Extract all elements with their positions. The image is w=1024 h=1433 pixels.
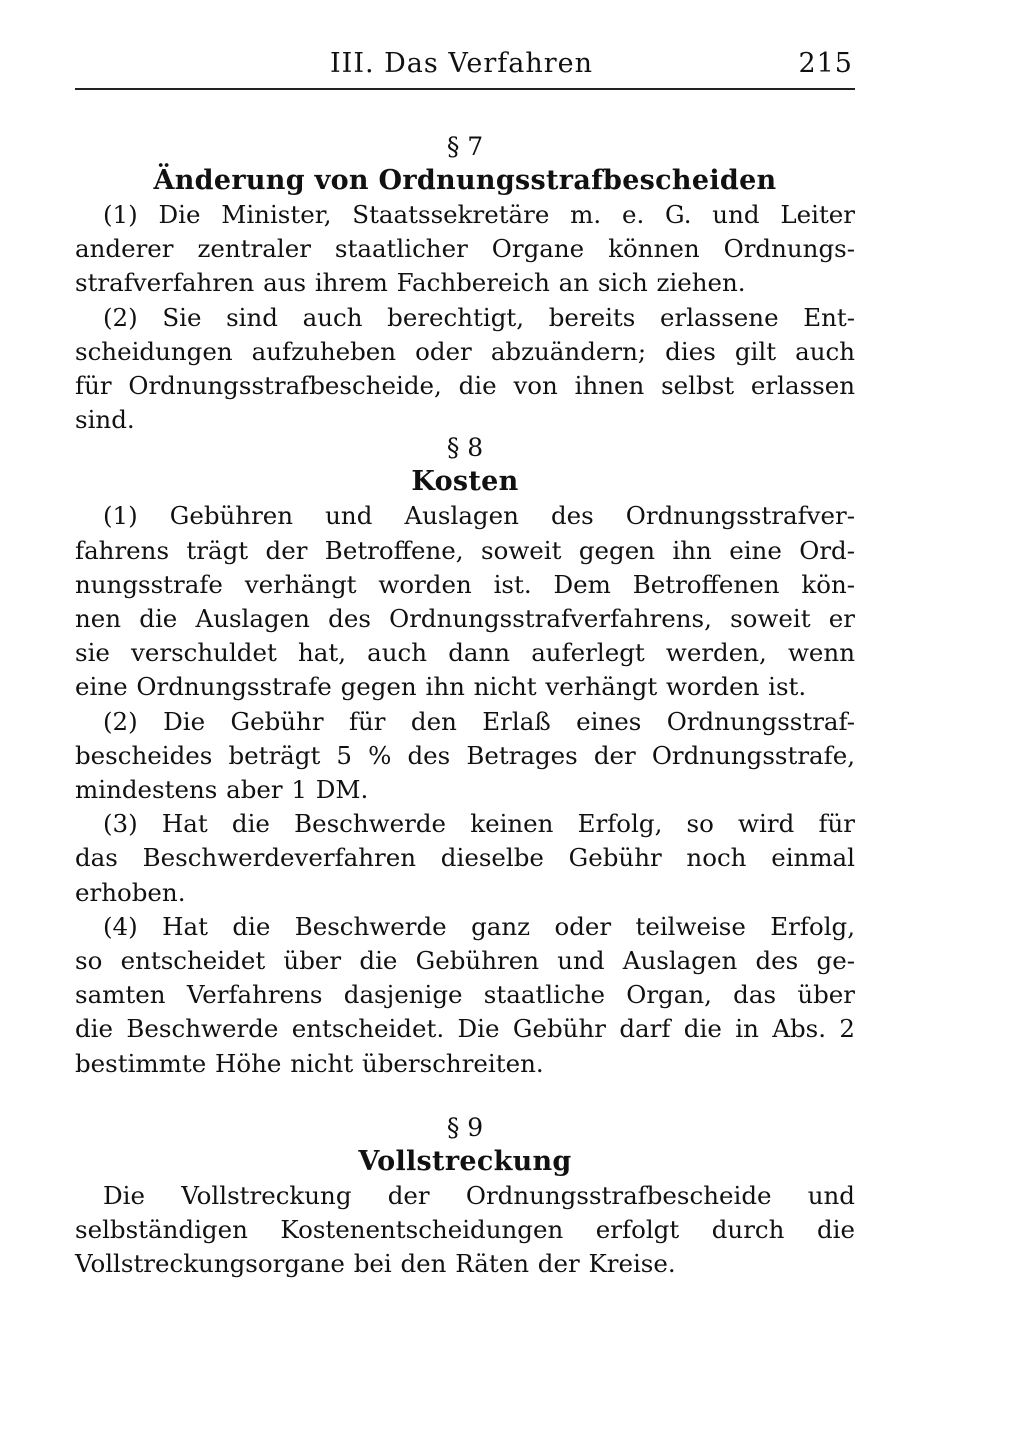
book-page bbox=[75, 40, 855, 1281]
text-line: (1) Gebühren und Auslagen des Ordnungsstrafver- bbox=[103, 501, 855, 531]
paragraph bbox=[75, 807, 855, 910]
text-line: erhoben. bbox=[75, 877, 186, 907]
text-line: eine Ordnungsstrafe gegen ihn nicht verhängt worden ist. bbox=[75, 672, 807, 702]
text-line: fahrens trägt der Betroffene, soweit gegen ihn eine Ord- bbox=[75, 535, 855, 565]
paragraph bbox=[75, 301, 855, 438]
text-line: (1) Die Minister, Staatssekretäre m. e. G. und Leiter bbox=[103, 200, 855, 229]
page-number: 215 bbox=[798, 48, 853, 79]
text-line: die Beschwerde entscheidet. Die Gebühr darf die in Abs. 2 bbox=[75, 1014, 855, 1044]
paragraph bbox=[75, 499, 855, 704]
section-heading: Änderung von Ordnungsstrafbescheiden bbox=[153, 165, 777, 196]
header-rule bbox=[75, 88, 855, 90]
paragraph bbox=[75, 1179, 855, 1282]
text-line: Vollstreckungsorgane bei den Räten der Kreise. bbox=[75, 1249, 676, 1279]
text-line: sie verschuldet hat, auch dann auferlegt werden, wenn bbox=[75, 638, 855, 668]
section-9 bbox=[75, 1111, 855, 1282]
text-line: bescheides beträgt 5 % des Betrages der Ordnungsstrafe, bbox=[75, 740, 855, 770]
text-line: scheidungen aufzuheben oder abzuändern; dies gilt auch bbox=[75, 336, 855, 366]
text-line: mindestens aber 1 DM. bbox=[75, 775, 369, 805]
text-line: sind. bbox=[75, 405, 135, 435]
text-line: nungsstrafe verhängt worden ist. Dem Betroffenen kön- bbox=[75, 569, 855, 599]
paragraph bbox=[75, 198, 855, 301]
text-line: (4) Hat die Beschwerde ganz oder teilweise Erfolg, bbox=[103, 911, 855, 941]
section-7 bbox=[75, 130, 855, 437]
running-head bbox=[75, 40, 855, 84]
section-heading: Kosten bbox=[411, 466, 519, 498]
section-number: § 9 bbox=[446, 1112, 484, 1142]
text-line: strafverfahren aus ihrem Fachbereich an sich ziehen. bbox=[75, 268, 746, 298]
paragraph bbox=[75, 705, 855, 808]
text-line: Die Vollstreckung der Ordnungsstrafbescheide und bbox=[103, 1180, 855, 1210]
text-line: (2) Die Gebühr für den Erlaß eines Ordnungsstraf- bbox=[103, 706, 855, 736]
section-number: § 8 bbox=[446, 433, 484, 463]
section-heading: Vollstreckung bbox=[358, 1145, 572, 1177]
text-line: (2) Sie sind auch berechtigt, bereits erlassene Ent- bbox=[103, 302, 855, 332]
text-line: samten Verfahrens dasjenige staatliche Organ, das über bbox=[75, 980, 855, 1010]
text-line: selbständigen Kostenentscheidungen erfolgt durch die bbox=[75, 1215, 855, 1245]
text-line: bestimmte Höhe nicht überschreiten. bbox=[75, 1048, 544, 1078]
paragraph bbox=[75, 910, 855, 1081]
text-line: anderer zentraler staatlicher Organe können Ordnungs- bbox=[75, 234, 855, 264]
section-number: § 7 bbox=[446, 132, 484, 161]
running-title: III. Das Verfahren bbox=[330, 48, 594, 79]
section-8 bbox=[75, 431, 855, 1080]
text-line: nen die Auslagen des Ordnungsstrafverfahrens, soweit er bbox=[75, 604, 855, 634]
text-line: (3) Hat die Beschwerde keinen Erfolg, so wird für bbox=[103, 809, 855, 839]
text-line: das Beschwerdeverfahren dieselbe Gebühr noch einmal bbox=[75, 843, 855, 873]
text-line: für Ordnungsstrafbescheide, die von ihnen selbst erlassen bbox=[75, 371, 855, 401]
text-line: so entscheidet über die Gebühren und Auslagen des ge- bbox=[75, 946, 855, 976]
